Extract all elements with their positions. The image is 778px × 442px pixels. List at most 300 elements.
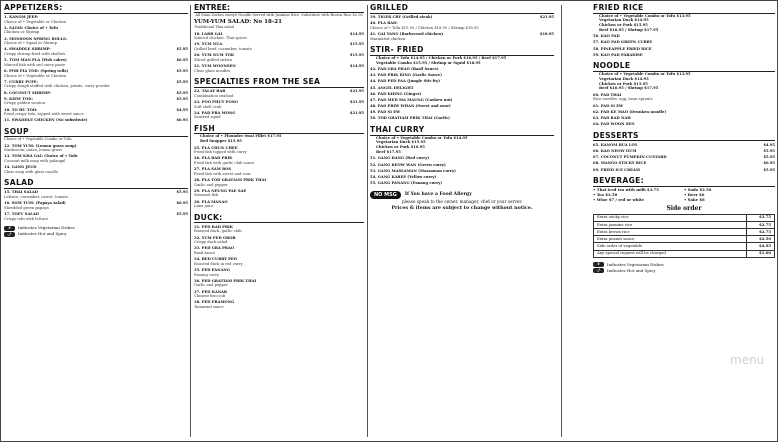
prices-note: Prices & items are subject to change without notice.: [391, 204, 533, 211]
column-appetizers: [4, 3, 188, 439]
item-number: 3.: [4, 36, 10, 41]
menu-item: [593, 116, 775, 121]
item-description: Garlic and pepper: [194, 283, 228, 288]
item-description: Mushroom, onion, lemon grass: [4, 148, 62, 153]
section-title-duck: DUCK:: [194, 213, 364, 224]
menu-item: [370, 32, 554, 41]
item-price: $15.95: [349, 53, 364, 58]
item-name: KANOM JEEP:: [9, 15, 39, 20]
item-description: Fried crispy tofu, topped with sweet sauce: [4, 112, 84, 117]
item-name: YUM NUM TOK: [201, 53, 235, 58]
item-name: PAD RAD NAH: [600, 115, 631, 120]
side-order-price: $2.75: [747, 228, 775, 235]
menu-item: [370, 181, 554, 186]
item-number: 58.: [593, 46, 601, 51]
section-title-beverage: BEVERAGE:: [593, 176, 775, 187]
choice-option: Chicken or Pork $15.95: [599, 81, 648, 86]
item-number: 9.: [4, 96, 10, 101]
item-name: PED GRATIAM PRIK THAI: [201, 278, 257, 283]
side-order-row: [594, 214, 775, 221]
item-number: 19.: [194, 42, 202, 47]
menu-item: [4, 80, 188, 89]
item-price: $4.95: [763, 142, 775, 147]
item-name: PLA TOD GRATIAM PRIK THAI: [201, 178, 267, 182]
legend-veg: Indicates Vegetarian Dishes: [18, 225, 75, 231]
item-number: 14.: [4, 165, 12, 170]
thaicurry-list: [370, 156, 554, 185]
menu-item: [370, 104, 554, 109]
beverage-item: • Wine $7 / red or white: [593, 196, 645, 202]
stirfried-list: [370, 67, 554, 121]
item-name: COCONUT SHRIMP:: [9, 90, 52, 95]
leaf-icon: ❦: [593, 262, 604, 267]
thaicurry-options: [370, 136, 554, 155]
item-name: PED RAD PRIK: [201, 224, 233, 229]
item-name: PAD SI EW: [377, 110, 401, 115]
item-description: Crispy golden wonton: [4, 101, 45, 106]
choice-option: Choice of • Vegetable Combo or Tofu $13.95: [599, 71, 691, 76]
side-order-price: $3.75: [747, 214, 775, 221]
item-name: TOM MAN PLA (Fish cakes): [9, 58, 67, 63]
no-msg-badge: NO MSG: [370, 191, 401, 199]
item-name: PAD PED PAA (Jungle Stir fry): [377, 79, 440, 84]
menu-item: [194, 257, 364, 266]
item-name: TALAY BAR: [201, 89, 226, 94]
item-description: Soft shell crab: [194, 104, 222, 109]
menu-item: [194, 156, 364, 165]
section-title-appetizers: APPETIZERS:: [4, 3, 188, 14]
item-name: TOM YUM: (Lemon grass soup): [11, 143, 77, 148]
item-number: 29.: [194, 188, 202, 193]
side-order-table: [593, 214, 775, 258]
legend: [4, 225, 188, 237]
side-order-title: Side order: [666, 204, 702, 212]
menu-item: [194, 32, 364, 41]
item-number: 62.: [593, 109, 601, 114]
menu-item: [593, 168, 775, 173]
item-name: SOM TUM: (Papaya salad): [11, 201, 66, 206]
item-name: POH PIA TOD: (Spring rolls): [9, 69, 69, 73]
item-number: 60.: [593, 92, 601, 97]
salad-list: [4, 190, 188, 221]
item-number: 32.: [194, 235, 202, 240]
choice-option: Chicken or Pork $16.95: [376, 145, 425, 150]
choice-option: Chicken or Pork $15.95: [599, 23, 648, 28]
side-order-price: $2.50: [747, 236, 775, 243]
item-description: Choice of • Vegetable or Chicken: [4, 73, 67, 78]
menu-item: [4, 69, 188, 78]
section-title-desserts: DESSERTS: [593, 131, 775, 142]
menu-item: [194, 290, 364, 299]
menu-item: [4, 108, 188, 117]
item-name: PAD WOON SEN: [600, 122, 635, 127]
item-number: 42.: [370, 66, 378, 71]
side-order-name: Extra peanut sauce: [594, 236, 747, 243]
menu-item: [194, 146, 364, 155]
choice-option: Beef $16.95 / Shrimp $17.95: [599, 27, 659, 32]
side-order-row: [594, 228, 775, 235]
menu-item: [593, 40, 775, 45]
menu-item: [194, 200, 364, 209]
item-description: Minced chicken, Thai spices: [194, 36, 247, 41]
item-number: 12.: [4, 143, 12, 148]
side-order-row: [594, 243, 775, 250]
item-price: $15.95: [349, 42, 364, 47]
legend-veg-small: Indicates Vegetarian Dishes: [607, 261, 664, 267]
item-name: PAD MED MA MAUNG (Cashew nut): [377, 97, 453, 102]
choice-option: Vegetarian Duck $14.95: [599, 76, 649, 81]
item-name: CURRY PUFF:: [9, 79, 38, 84]
menu-item: [593, 143, 775, 148]
choice-option: Vegetable Combo $15.95 / Shrimp or Squid $18.95: [376, 60, 481, 65]
item-number: 6.: [4, 69, 10, 73]
item-name: PED PANANG: [201, 267, 230, 272]
menu-item: [194, 225, 364, 234]
item-name: TIGER CRY (Grilled steak): [377, 15, 433, 20]
grilled-list: [370, 15, 554, 41]
item-name: PAD PRIK KING (Garlic Sauce): [377, 73, 442, 78]
item-price: $5.95: [763, 167, 775, 172]
menu-item: [370, 156, 554, 161]
item-price: $5.95: [176, 190, 188, 195]
item-price: $5.95: [176, 69, 188, 73]
appetizers-list: [4, 15, 188, 123]
column-friedrice: [593, 3, 775, 439]
item-number: 54.: [370, 174, 378, 179]
item-number: 22.: [194, 89, 202, 94]
menu-item: [593, 155, 775, 160]
menu-item: [370, 21, 554, 30]
item-number: 5.: [4, 58, 10, 63]
item-description: Rice noodles, egg, bean sprouts: [593, 97, 653, 102]
menu-item: [370, 86, 554, 91]
item-name: PLA RAD:: [377, 21, 398, 26]
item-number: 44.: [370, 79, 378, 84]
friedrice-list: [593, 34, 775, 57]
column-divider: [561, 5, 562, 437]
item-number: 66.: [593, 148, 601, 153]
item-number: 26.: [194, 156, 202, 161]
item-number: 49.: [370, 110, 378, 115]
item-name: KIEW TOD:: [9, 96, 33, 101]
item-price: $5.95: [176, 79, 188, 84]
menu-item: [370, 169, 554, 174]
side-order-name: Extra sticky rice: [594, 214, 747, 221]
menu-item: [4, 165, 188, 174]
menu-item: [370, 175, 554, 180]
item-number: 55.: [370, 181, 378, 186]
menu-item: [194, 300, 364, 309]
item-name: PAD GRA PRAO (Basil Sauce): [377, 66, 439, 71]
item-description: Fried fish with sweet and sour: [194, 171, 251, 176]
item-price: $5.95: [763, 148, 775, 153]
menu-item: [593, 53, 775, 58]
choice-option: Choice of • Flounder Swai Fillet $17.95: [200, 134, 282, 139]
item-description: Basil sauce: [194, 251, 216, 255]
item-number: 27.: [194, 167, 202, 172]
column-divider: [190, 5, 191, 437]
item-number: 13.: [4, 154, 12, 159]
item-price: $4.95: [176, 107, 188, 112]
item-number: 41.: [370, 32, 378, 37]
item-name: PED PRAMONG: [201, 300, 235, 305]
menu-item: [4, 58, 188, 67]
item-name: PAD PRIW WHAN (Sweet and sour): [377, 104, 451, 109]
soup-list: [4, 144, 188, 175]
item-description: Grilled beef, cucumber, tomato: [194, 46, 252, 51]
item-number: 2.: [4, 25, 10, 30]
noodle-options: [593, 72, 775, 91]
desserts-list: [593, 143, 775, 172]
item-price: $6.95: [763, 161, 775, 166]
item-name: ANGEL DELIGHT: [377, 85, 414, 90]
column-entree: [194, 3, 364, 439]
item-name: PLA SAM ROS: [201, 167, 232, 172]
column-divider: [367, 5, 368, 437]
friedrice-options: [593, 14, 775, 33]
item-name: SWADDLE SHRIMP:: [9, 47, 51, 52]
item-price: $14.95: [349, 63, 364, 68]
menu-item: [593, 161, 775, 166]
item-name: PAD KHING (Ginger): [377, 91, 422, 96]
item-number: 59.: [593, 52, 601, 57]
menu-item: [370, 110, 554, 115]
item-name: YUM PED GROB: [201, 235, 236, 240]
menu-item: [194, 100, 364, 109]
item-number: 67.: [593, 155, 601, 160]
menu-item: [4, 91, 188, 96]
item-price: $6.95: [176, 118, 188, 123]
side-order-row: [594, 221, 775, 228]
item-number: 47.: [370, 97, 378, 102]
item-name: POO PHUT PONG: [201, 100, 239, 104]
item-name: RED CURRY PED: [201, 257, 237, 262]
item-name: GANG KAREE (Yellow curry): [377, 174, 437, 179]
section-title-fish: FISH: [194, 124, 364, 135]
allergy-title: If You have a Food Allergy: [404, 192, 472, 198]
item-description: Crispy shrimp fried with shallots: [4, 52, 66, 57]
item-price: $5.95: [763, 155, 775, 160]
menu-item: [593, 47, 775, 52]
menu-item: [593, 122, 775, 127]
legend-hot: Indicates Hot and Spicy: [18, 231, 67, 237]
side-order-price: $2.75: [747, 221, 775, 228]
item-number: 56.: [593, 34, 601, 39]
menu-item: [194, 53, 364, 62]
item-description: Panang curry: [194, 272, 220, 277]
choice-option: Vegetarian Duck $14.95: [599, 18, 649, 23]
item-number: 50.: [370, 116, 378, 121]
item-name: PAD PRA MONG: [201, 110, 236, 115]
item-description: Chinese broccoli: [194, 294, 226, 299]
menu-item: [370, 79, 554, 84]
item-number: 63.: [593, 115, 601, 120]
item-number: 40.: [370, 21, 378, 26]
item-price: $14.95: [349, 31, 364, 36]
beverage-item: • Thai iced tea with milk $3.75: [593, 186, 659, 192]
item-price: $5.95: [176, 47, 188, 52]
yum-title: YUM-YUM SALAD: No 18-21: [194, 19, 282, 26]
item-price: $21.95: [539, 15, 554, 20]
item-name: PAD KE MAO (Drunken noodle): [600, 109, 667, 114]
item-name: TOFU SALAD: [11, 212, 39, 216]
item-number: 34.: [194, 257, 202, 262]
item-number: 18.: [194, 31, 202, 36]
item-number: 23.: [194, 100, 202, 104]
item-number: 33.: [194, 246, 202, 251]
no-msg-notice: [370, 191, 554, 199]
section-title-thaicurry: THAI CURRY: [370, 125, 554, 136]
item-name: KANOM BUA LOY: [600, 142, 638, 147]
item-number: 10.: [4, 107, 12, 112]
item-name: SWADDLE CHICKEN (No substitute): [11, 118, 88, 123]
menu-item: [194, 246, 364, 255]
item-number: 20.: [194, 53, 202, 58]
item-number: 16.: [4, 201, 12, 206]
item-number: 28.: [194, 178, 202, 182]
item-description: Crispy dough stuffed with chicken, potato, curry powder: [4, 84, 110, 89]
item-number: 52.: [370, 162, 378, 167]
section-title-friedrice: FRIED RICE: [593, 3, 775, 14]
specialties-list: [194, 89, 364, 120]
menu-item: [194, 42, 364, 51]
menu-item: [194, 268, 364, 277]
section-title-entree: ENTREE:: [194, 3, 364, 13]
fish-list: [194, 146, 364, 209]
menu-item: [4, 190, 188, 199]
side-order-row: [594, 236, 775, 243]
item-name: MONSOON SPRING ROLLS:: [9, 36, 68, 41]
item-name: PINEAPPLE FRIED RICE: [600, 46, 652, 51]
item-name: GAI YANG (Barbecued chicken): [377, 32, 443, 37]
section-title-salad: SALAD: [4, 178, 188, 189]
menu-item: [370, 163, 554, 168]
menu-item: [194, 236, 364, 245]
side-order-price: $1.00: [747, 250, 775, 257]
choice-option: Beef $17.95: [376, 149, 401, 154]
item-description: Fried fish with garlic chili sauce: [194, 161, 255, 166]
item-name: PAD THAI: [600, 92, 622, 97]
entree-note: All Main Dishes except Noodle Served with Jasmine Rice. Substitute with Brown Rice $2.00: [195, 13, 363, 17]
menu-item: [370, 67, 554, 72]
item-name: SATAY: Choice of • Tofu: [9, 25, 58, 30]
item-name: GANG DANG (Red curry): [377, 156, 430, 161]
fish-options: [194, 134, 364, 144]
item-number: 64.: [593, 122, 601, 127]
item-name: YUM WOONSEN: [201, 63, 236, 68]
side-order-row: [594, 250, 775, 257]
side-order-name: Side order of vegetable: [594, 243, 747, 250]
item-name: MANGO STICKY RICE: [600, 161, 647, 166]
item-number: 4.: [4, 47, 10, 52]
legend-small: [593, 262, 775, 274]
item-number: 24.: [194, 110, 202, 115]
item-name: GANG PANANG (Panang curry): [377, 181, 443, 186]
item-name: TO HU TOD:: [11, 107, 38, 112]
menu-item: [194, 279, 364, 288]
menu-item: [4, 37, 188, 46]
side-order-name: Extra jasmine rice: [594, 221, 747, 228]
item-description: Garlic and pepper: [194, 182, 228, 187]
item-name: GANG JEUD: [11, 165, 37, 170]
item-number: 37.: [194, 289, 202, 294]
menu-item: [4, 154, 188, 163]
entree-list: [194, 32, 364, 74]
choice-option: Choice of • Vegetable Combo or Tofu $14.95: [376, 135, 468, 140]
menu-item: [370, 15, 554, 20]
section-title-soup: SOUP: [4, 127, 188, 138]
item-description: Marinated chicken: [370, 36, 406, 41]
item-description: Clear soup with glass noodle: [4, 169, 58, 174]
beverage-item: • Tea $2.50: [593, 191, 618, 197]
item-name: PLA RAD PRIK: [201, 156, 233, 161]
item-number: 8.: [4, 90, 10, 95]
item-description: Lime juice: [194, 204, 214, 209]
item-number: 68.: [593, 161, 601, 166]
item-name: PLA CHUN CHEE: [201, 145, 238, 150]
item-number: 15.: [4, 190, 12, 195]
item-description: Sliced grilled sirloin: [194, 57, 232, 62]
menu-item: [593, 93, 775, 102]
menu-item: [370, 98, 554, 103]
side-order-price: $4.95: [747, 243, 775, 250]
soup-subtitle: Choice of • Vegetable Combo or Tofu: [4, 137, 72, 142]
item-price: $5.95: [176, 96, 188, 101]
item-description: Fried fish topped with curry: [194, 150, 247, 155]
item-description: Combination seafood: [194, 93, 234, 98]
watermark: menu: [730, 353, 765, 367]
menu-item: [370, 116, 554, 121]
section-title-noodle: NOODLE: [593, 61, 775, 72]
choice-option: Choice of • Tofu $14.95 / Chicken or Pork $16.95 / Beef $17.95: [376, 55, 507, 60]
item-name: GANG KEOW WAN (Green curry): [377, 162, 446, 167]
menu-item: [194, 64, 364, 73]
stirfried-options: [370, 56, 554, 66]
item-price: $21.95: [349, 100, 364, 104]
item-name: TOM KHA GAI: Choice of • Tofu: [11, 154, 78, 159]
item-number: 31.: [194, 224, 202, 229]
choice-option: Beef $16.95 / Shrimp $17.95: [599, 86, 659, 91]
item-number: 65.: [593, 142, 601, 147]
menu-item: [593, 149, 775, 154]
item-name: LARB GAI: [201, 31, 223, 36]
allergy-note: please speak to the owner, manager, chef or your server.: [401, 198, 523, 204]
menu-item: [370, 92, 554, 97]
item-description: Shredded green papaya: [4, 205, 49, 210]
menu-item: [593, 34, 775, 39]
item-description: Chicken or Shrimp: [4, 30, 40, 35]
item-name: FRIED ICE CREAM: [600, 167, 640, 172]
item-description: Choice of • Squid or Shrimp: [4, 41, 57, 46]
item-name: PED GRA PRAO: [201, 246, 235, 251]
menu-item: [593, 104, 775, 109]
item-description: Minced fish with red curry paste: [4, 62, 66, 67]
item-name: KAO NEOW DUM: [600, 148, 637, 153]
noodle-list: [593, 93, 775, 127]
item-number: 21.: [194, 63, 202, 68]
chili-icon: 🌶: [4, 232, 15, 237]
item-number: 61.: [593, 103, 601, 108]
item-number: 11.: [4, 118, 12, 123]
item-name: PLA MANAO: [201, 199, 228, 204]
item-description: Lettuce, cucumber, carrot, tomato: [4, 195, 69, 200]
yum-note: Traditional Thai salad: [194, 25, 234, 30]
menu-item: [4, 144, 188, 153]
choice-option: Vegetarian Duck $15.95: [376, 140, 426, 145]
item-name: TOD GRATIAM PRIK THAI (Garlic): [377, 116, 450, 121]
item-description: Tamarind sauce: [194, 304, 224, 309]
item-number: 39.: [370, 15, 378, 20]
